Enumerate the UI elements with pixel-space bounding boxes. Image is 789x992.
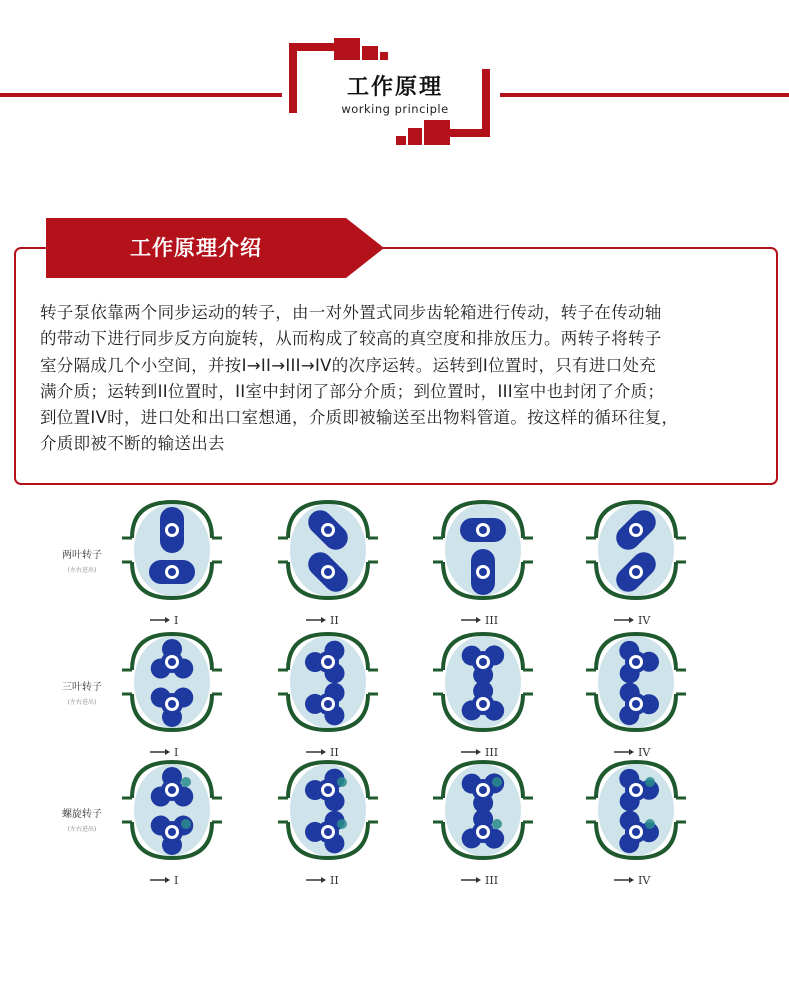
rotor-shaft: [479, 658, 487, 666]
rotor-shaft: [632, 828, 640, 836]
helix-accent: [645, 819, 655, 829]
stage-label: II: [330, 746, 339, 759]
header-deco-square: [408, 128, 422, 145]
rotor-shaft: [168, 700, 176, 708]
rotor-shaft: [168, 526, 176, 534]
rotor-shaft: [632, 568, 640, 576]
inlet-port: [586, 670, 596, 694]
outlet-port: [212, 538, 222, 562]
rotor-shaft: [632, 658, 640, 666]
header-deco-square: [334, 38, 360, 60]
stage-label: II: [330, 614, 339, 627]
rotor-shaft: [324, 658, 332, 666]
outlet-port: [368, 670, 378, 694]
stage-arrowhead: [476, 749, 481, 755]
header-deco-square: [380, 52, 388, 60]
rotor-shaft: [168, 786, 176, 794]
stage-arrowhead: [629, 617, 634, 623]
rotor-shaft: [479, 828, 487, 836]
inlet-port: [122, 670, 132, 694]
outlet-port: [523, 538, 533, 562]
stage-label: IV: [638, 746, 651, 759]
row-label-helical: [42, 805, 122, 833]
helix-accent: [492, 777, 502, 787]
pump-diagram-three-lobe-2: [268, 632, 388, 762]
rotor-shaft: [479, 786, 487, 794]
helix-accent: [645, 777, 655, 787]
outlet-port: [676, 798, 686, 822]
outlet-port: [368, 538, 378, 562]
stage-arrowhead: [629, 877, 634, 883]
rotor-shaft: [324, 828, 332, 836]
row-label-text: 螺旋转子: [62, 809, 102, 820]
helix-accent: [337, 777, 347, 787]
stage-arrowhead: [629, 749, 634, 755]
helix-accent: [337, 819, 347, 829]
stage-arrowhead: [165, 749, 170, 755]
stage-label: III: [485, 614, 499, 627]
inlet-port: [122, 538, 132, 562]
rotor-shaft: [168, 828, 176, 836]
stage-label: I: [174, 614, 179, 627]
rotor-shaft: [632, 526, 640, 534]
intro-paragraph: [40, 300, 752, 458]
intro-tab-arrow: [346, 218, 384, 278]
inlet-port: [278, 798, 288, 822]
row-label-sub: (左右进出): [67, 826, 97, 833]
header-deco-square: [424, 120, 450, 145]
header-deco-square: [396, 136, 406, 145]
pump-diagram-three-lobe-3: [423, 632, 543, 762]
stage-arrowhead: [321, 877, 326, 883]
outlet-port: [676, 670, 686, 694]
stage-arrowhead: [321, 617, 326, 623]
header-rule-right: [500, 93, 789, 97]
stage-arrowhead: [476, 617, 481, 623]
row-label-text: 两叶转子: [62, 550, 102, 561]
inlet-port: [586, 798, 596, 822]
outlet-port: [523, 798, 533, 822]
intro-line: 室分隔成几个小空间，并按I→II→III→IV的次序运转。运转到I位置时，只有进口处充: [40, 355, 657, 375]
rotor-shaft: [168, 568, 176, 576]
intro-tab-label: 工作原理介绍: [130, 236, 262, 260]
inlet-port: [586, 538, 596, 562]
intro-line: 满介质；运转到II位置时，II室中封闭了部分介质；到位置时，III室中也封闭了介质；: [40, 381, 665, 401]
stage-label: II: [330, 874, 339, 887]
inlet-port: [122, 798, 132, 822]
stage-arrowhead: [165, 617, 170, 623]
stage-label: I: [174, 746, 179, 759]
pump-diagram-three-lobe-1: [112, 632, 232, 762]
stage-arrowhead: [321, 749, 326, 755]
row-label-two-lobe: [42, 546, 122, 574]
inlet-port: [278, 538, 288, 562]
pump-diagram-two-lobe-3: [423, 500, 543, 630]
helix-accent: [492, 819, 502, 829]
inlet-port: [433, 538, 443, 562]
stage-label: I: [174, 874, 179, 887]
pump-diagram-helical-4: [576, 760, 696, 890]
stage-arrowhead: [476, 877, 481, 883]
outlet-port: [523, 670, 533, 694]
page-subtitle: working principle: [341, 102, 449, 116]
outlet-port: [368, 798, 378, 822]
stage-label: IV: [638, 614, 651, 627]
intro-line: 转子泵依靠两个同步运动的转子，由一对外置式同步齿轮箱进行传动，转子在传动轴: [40, 303, 662, 322]
pump-diagram-helical-1: [112, 760, 232, 890]
stage-label: III: [485, 874, 499, 887]
header-rule-left: [0, 93, 282, 97]
pump-diagram-helical-3: [423, 760, 543, 890]
inlet-port: [433, 798, 443, 822]
rotor-shaft: [632, 786, 640, 794]
intro-line: 到位置IV时，进口处和出口室想通，介质即被输送至出物料管道。按这样的循环往复，: [40, 408, 679, 428]
rotor-shaft: [324, 526, 332, 534]
pump-diagram-two-lobe-1: [112, 500, 232, 630]
helix-accent: [181, 777, 191, 787]
inlet-port: [433, 670, 443, 694]
outlet-port: [676, 538, 686, 562]
pump-diagram-three-lobe-4: [576, 632, 696, 762]
rotor-shaft: [632, 700, 640, 708]
stage-label: III: [485, 746, 499, 759]
outlet-port: [212, 798, 222, 822]
row-label-three-lobe: [42, 678, 122, 706]
row-label-sub: (左右进出): [67, 699, 97, 706]
rotor-shaft: [324, 786, 332, 794]
rotor-shaft: [479, 568, 487, 576]
helix-accent: [181, 819, 191, 829]
intro-line: 介质即被不断的输送出去: [40, 434, 225, 454]
inlet-port: [278, 670, 288, 694]
row-label-text: 三叶转子: [62, 682, 102, 693]
rotor-shaft: [324, 568, 332, 576]
stage-arrowhead: [165, 877, 170, 883]
pump-diagram-two-lobe-4: [576, 500, 696, 630]
stage-label: IV: [638, 874, 651, 887]
rotor-shaft: [479, 526, 487, 534]
pump-diagram-helical-2: [268, 760, 388, 890]
rotor-shaft: [168, 658, 176, 666]
page-title: 工作原理: [346, 75, 443, 100]
outlet-port: [212, 670, 222, 694]
intro-line: 的带动下进行同步反方向旋转，从而构成了较高的真空度和排放压力。两转子将转子: [40, 329, 662, 349]
row-label-sub: (左右进出): [67, 567, 97, 574]
rotor-shaft: [479, 700, 487, 708]
header-deco-square: [362, 46, 378, 60]
rotor-shaft: [324, 700, 332, 708]
pump-diagram-two-lobe-2: [268, 500, 388, 630]
